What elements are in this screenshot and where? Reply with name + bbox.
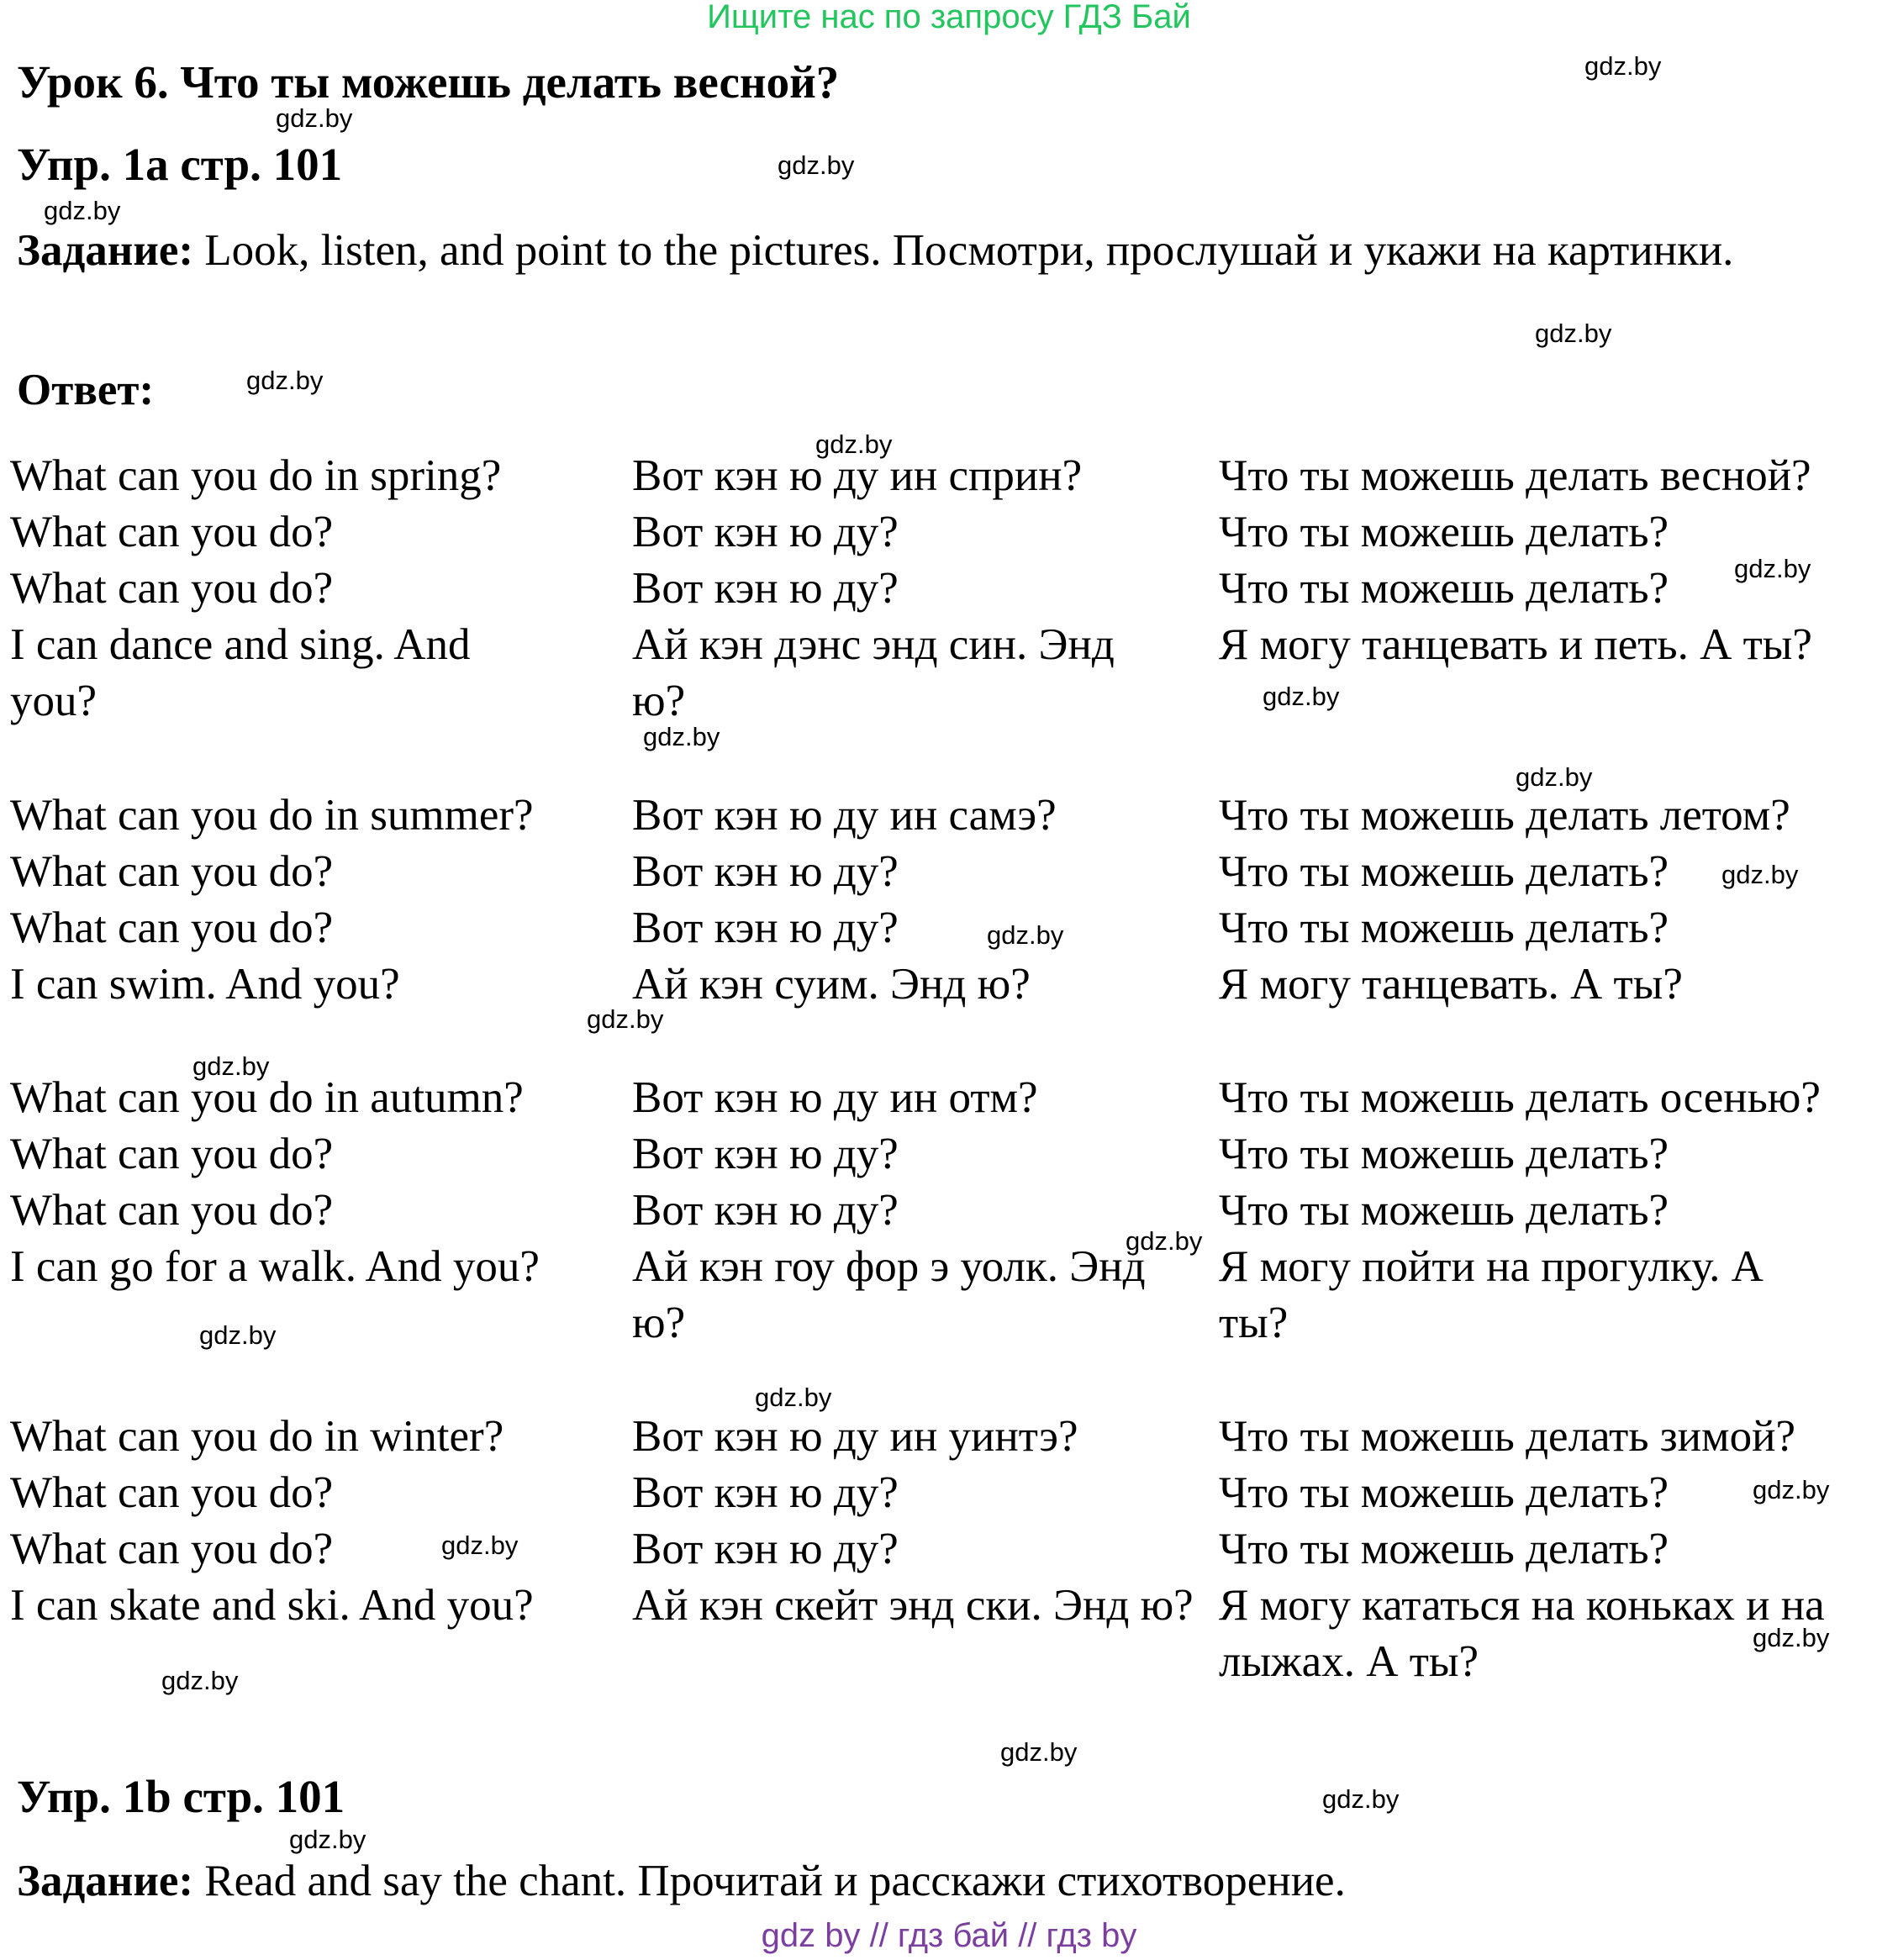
table-row: [10, 1465, 1898, 1521]
transcription-cell: Вот кэн ю ду ин самэ?: [632, 791, 1057, 840]
translation-cell: Я могу пойти на прогулку. А ты?: [1219, 1242, 1764, 1347]
watermark: gdz.by: [987, 920, 1064, 950]
table-row: [10, 1070, 1898, 1126]
transcription-cell: Вот кэн ю ду ин сприн?: [632, 451, 1083, 500]
table-row: [10, 1239, 1898, 1351]
table-row: [10, 1183, 1898, 1239]
exercise-1b-heading: Упр. 1b стр. 101: [17, 1771, 345, 1822]
watermark: gdz.by: [778, 150, 855, 180]
english-cell: What can you do in summer?: [10, 791, 534, 840]
watermark: gdz.by: [1322, 1784, 1400, 1814]
translation-cell: Что ты можешь делать осенью?: [1219, 1073, 1821, 1122]
translation-cell: Что ты можешь делать?: [1219, 847, 1669, 896]
english-cell: I can swim. And you?: [10, 960, 400, 1009]
english-cell: What can you do?: [10, 847, 334, 896]
english-cell: I can go for a walk. And you?: [10, 1242, 540, 1291]
transcription-cell: Вот кэн ю ду?: [632, 564, 899, 613]
english-cell: What can you do in autumn?: [10, 1073, 524, 1122]
translation-cell: Что ты можешь делать весной?: [1219, 451, 1811, 500]
watermark: gdz.by: [199, 1320, 277, 1350]
translation-cell: Что ты можешь делать?: [1219, 508, 1669, 556]
table-row: [10, 844, 1898, 900]
watermark: gdz.by: [1535, 319, 1612, 348]
watermark: gdz.by: [587, 1004, 664, 1034]
table-row: [10, 1126, 1898, 1183]
table-row: [10, 900, 1898, 956]
watermark: gdz.by: [1263, 682, 1340, 711]
transcription-cell: Вот кэн ю ду?: [632, 847, 899, 896]
table-row: [10, 1409, 1898, 1465]
table-row: [10, 1521, 1898, 1578]
translation-cell: Что ты можешь делать зимой?: [1219, 1412, 1795, 1461]
table-row: [10, 1578, 1898, 1690]
english-cell: What can you do in spring?: [10, 451, 502, 500]
exercise-1a-heading: Упр. 1a стр. 101: [17, 139, 343, 190]
transcription-cell: Вот кэн ю ду?: [632, 1525, 899, 1573]
task-text: Look, listen, and point to the pictures. Посмотри, прослушай и укажи на картинки.: [193, 226, 1734, 275]
watermark: gdz.by: [755, 1383, 832, 1412]
table-row: [10, 448, 1898, 504]
table-row: [10, 561, 1898, 617]
transcription-cell: Ай кэн скейт энд ски. Энд ю?: [632, 1581, 1194, 1630]
translation-cell: Что ты можешь делать?: [1219, 1130, 1669, 1178]
english-cell: I can dance and sing. And you?: [10, 620, 471, 725]
translation-cell: Что ты можешь делать?: [1219, 1525, 1669, 1573]
watermark: gdz.by: [44, 196, 121, 225]
task-label: Задание:: [17, 226, 194, 275]
transcription-cell: Вот кэн ю ду ин уинтэ?: [632, 1412, 1078, 1461]
transcription-cell: Ай кэн суим. Энд ю?: [632, 960, 1031, 1009]
lesson-title: Урок 6. Что ты можешь делать весной?: [17, 56, 840, 108]
english-cell: What can you do?: [10, 904, 334, 952]
bottom-banner[interactable]: gdz by // гдз бай // гдз by: [761, 1917, 1137, 1954]
transcription-cell: Вот кэн ю ду ин отм?: [632, 1073, 1038, 1122]
watermark: gdz.by: [246, 366, 324, 395]
table-row: [10, 956, 1898, 1013]
transcription-cell: Вот кэн ю ду?: [632, 1130, 899, 1178]
watermark: gdz.by: [276, 103, 353, 133]
transcription-cell: Вот кэн ю ду?: [632, 1468, 899, 1517]
english-cell: What can you do?: [10, 1525, 334, 1573]
watermark: gdz.by: [1000, 1737, 1078, 1767]
transcription-cell: Ай кэн дэнс энд син. Энд ю?: [632, 620, 1115, 725]
english-cell: What can you do?: [10, 1468, 334, 1517]
english-cell: What can you do?: [10, 564, 334, 613]
transcription-cell: Вот кэн ю ду?: [632, 508, 899, 556]
translation-cell: Что ты можешь делать?: [1219, 904, 1669, 952]
transcription-cell: Вот кэн ю ду?: [632, 904, 899, 952]
watermark: gdz.by: [643, 722, 720, 751]
transcription-cell: Вот кэн ю ду?: [632, 1186, 899, 1235]
transcription-cell: Ай кэн гоу фор э уолк. Энд ю?: [632, 1242, 1146, 1347]
translation-cell: Что ты можешь делать?: [1219, 1186, 1669, 1235]
english-cell: What can you do?: [10, 508, 334, 556]
translation-cell: Я могу кататься на коньках и на лыжах. А ты?: [1219, 1581, 1825, 1686]
watermark: gdz.by: [1584, 51, 1662, 81]
watermark: gdz.by: [1721, 860, 1799, 889]
translation-cell: Я могу танцевать и петь. А ты?: [1219, 620, 1812, 669]
english-cell: I can skate and ski. And you?: [10, 1581, 534, 1630]
watermark: gdz.by: [1753, 1623, 1830, 1652]
translation-cell: Что ты можешь делать?: [1219, 1468, 1669, 1517]
translation-cell: Я могу танцевать. А ты?: [1219, 960, 1683, 1009]
table-row: [10, 617, 1898, 730]
watermark: gdz.by: [1126, 1226, 1203, 1256]
watermark: gdz.by: [815, 429, 893, 459]
exercise-1a-task: [17, 222, 1891, 279]
watermark: gdz.by: [1516, 762, 1593, 792]
watermark: gdz.by: [1753, 1475, 1830, 1504]
english-cell: What can you do?: [10, 1186, 334, 1235]
watermark: gdz.by: [289, 1825, 366, 1854]
watermark: gdz.by: [192, 1051, 270, 1081]
table-row: [10, 788, 1898, 844]
translation-cell: Что ты можешь делать?: [1219, 564, 1669, 613]
table-row: [10, 504, 1898, 561]
watermark: gdz.by: [1734, 554, 1811, 583]
watermark: gdz.by: [441, 1531, 519, 1560]
exercise-1b-task: [17, 1852, 1891, 1910]
task-text: Read and say the chant. Прочитай и расскажи стихотворение.: [193, 1857, 1346, 1905]
english-cell: What can you do in winter?: [10, 1412, 504, 1461]
translation-cell: Что ты можешь делать летом?: [1219, 791, 1790, 840]
answer-label: Ответ:: [17, 366, 155, 414]
english-cell: What can you do?: [10, 1130, 334, 1178]
watermark: gdz.by: [161, 1666, 239, 1695]
top-banner[interactable]: Ищите нас по запросу ГДЗ Бай: [707, 0, 1191, 35]
task-label: Задание:: [17, 1857, 194, 1905]
